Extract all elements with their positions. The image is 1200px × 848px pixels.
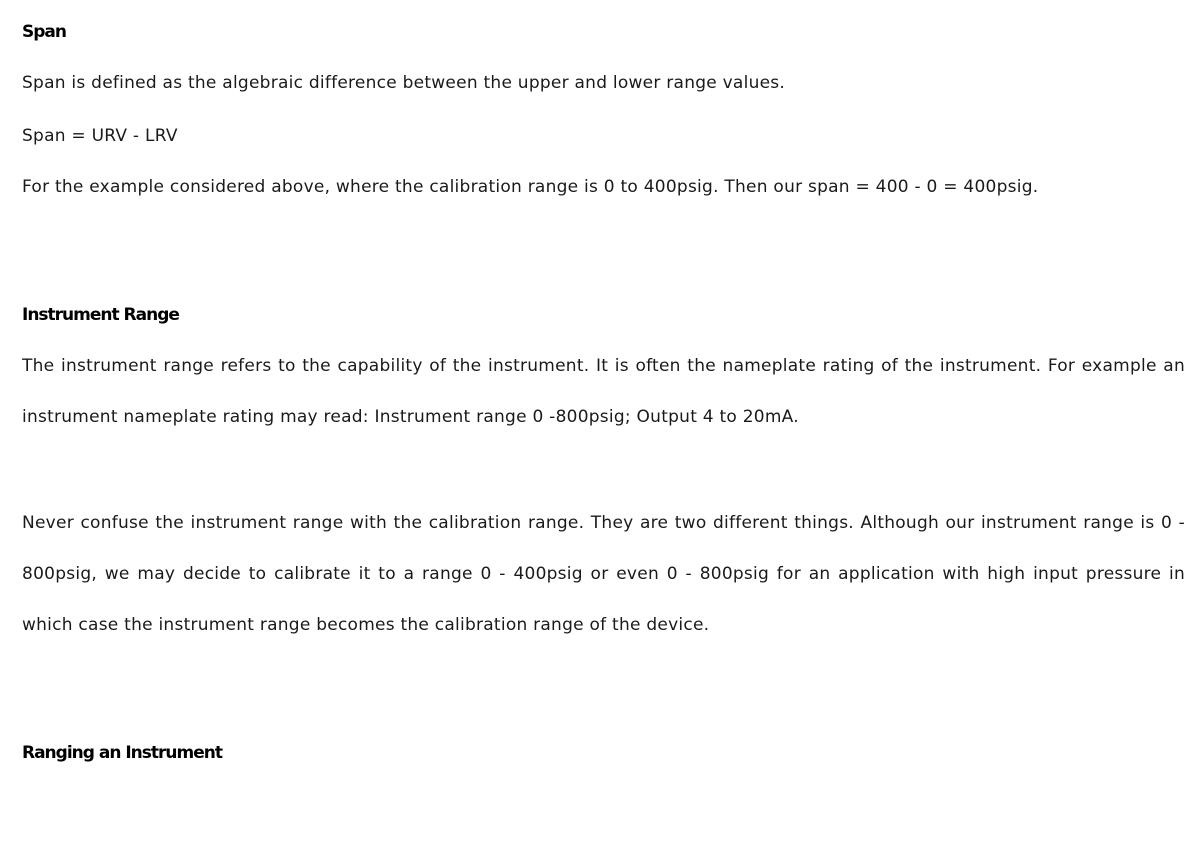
span-heading: Span — [22, 22, 66, 42]
instrument-range-heading: Instrument Range — [22, 305, 179, 325]
instrument-range-paragraph-1: The instrument range refers to the capability of the instrument. It is often the nameplate rating of the instrument. For example an instrument nameplate rating may read: Instrument range 0 -800psig; Output 4 to 20mA. — [22, 356, 1185, 427]
ranging-instrument-heading: Ranging an Instrument — [22, 743, 222, 763]
span-example-text: For the example considered above, where the calibration range is 0 to 400psig. Then our span = 400 - 0 = 400psig. — [22, 177, 1039, 197]
span-definition-text: Span is defined as the algebraic difference between the upper and lower range values. — [22, 73, 786, 93]
span-formula-text: Span = URV - LRV — [22, 126, 178, 146]
instrument-range-paragraph-2: Never confuse the instrument range with the calibration range. They are two different things. Although our instrument range is 0 - 800psig, we may decide to calibrate it to a range 0 - 400psig or even 0 - 800psig for an application with high input pressure in which case the instrument range becomes the calibration range of the device. — [22, 513, 1185, 635]
